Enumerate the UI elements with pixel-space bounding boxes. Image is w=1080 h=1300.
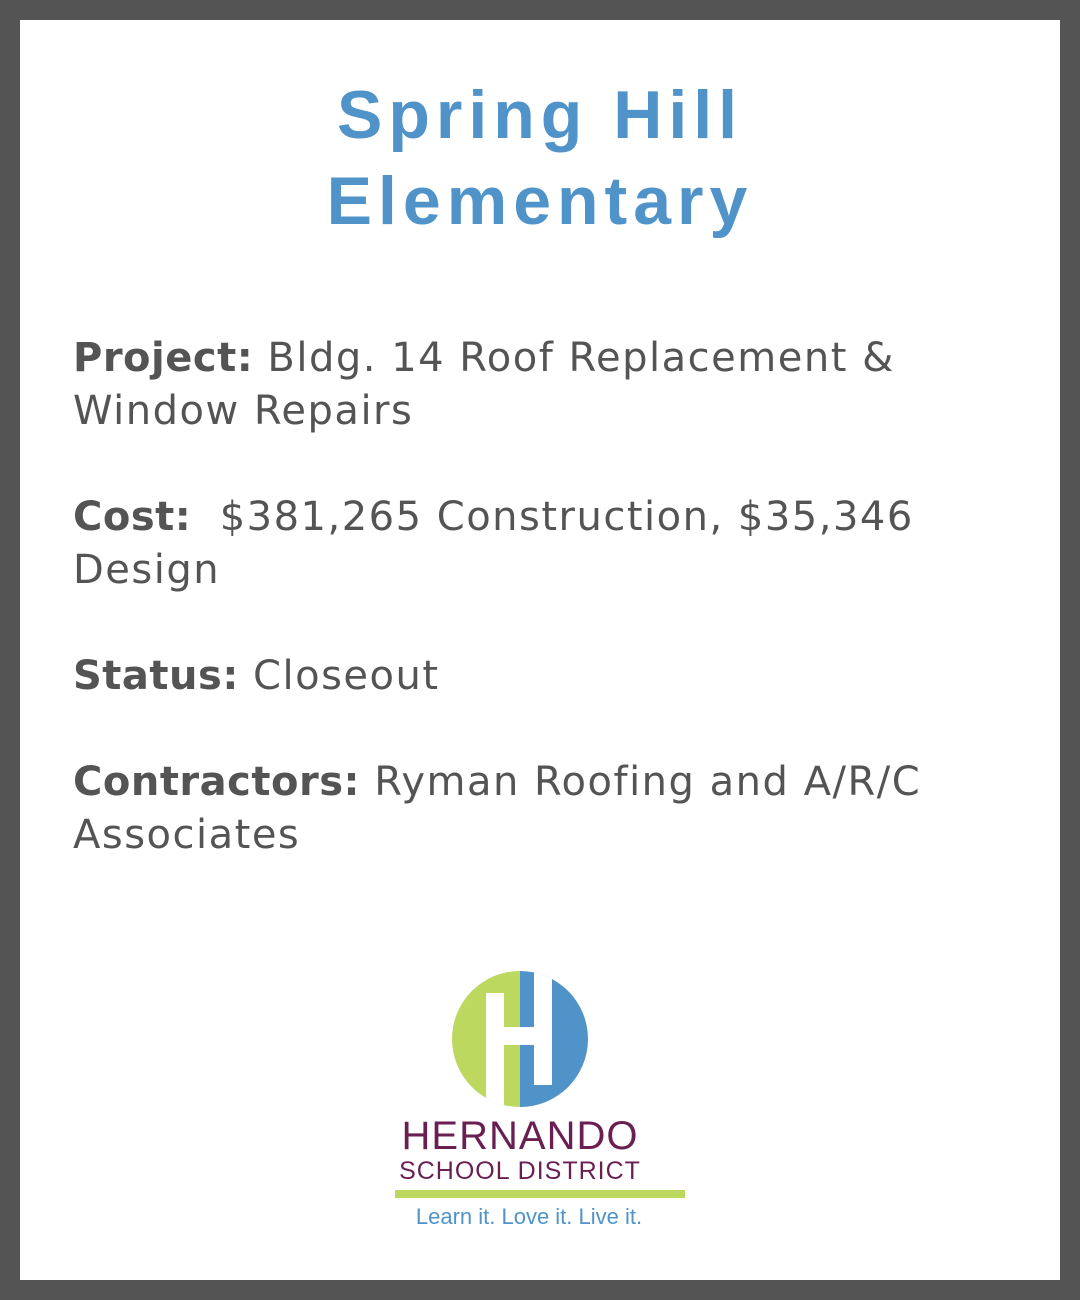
project-label: Project: <box>73 335 254 381</box>
status-label: Status: <box>73 653 239 699</box>
contractors-row <box>73 756 973 862</box>
status-value: Closeout <box>253 653 440 699</box>
status-row <box>73 650 973 703</box>
cost-label: Cost: <box>73 494 192 540</box>
project-details <box>73 332 973 862</box>
cost-row <box>73 491 973 597</box>
h-circle-logo-icon <box>452 971 588 1107</box>
project-value: Bldg. 14 Roof Replacement & Window Repairs <box>73 335 895 434</box>
logo-divider <box>395 1190 685 1198</box>
school-title-line-1: Spring Hill <box>337 77 743 153</box>
project-row <box>73 332 973 438</box>
school-title-line-2: Elementary <box>326 163 754 239</box>
district-tagline: Learn it. Love it. Live it. <box>415 1204 643 1229</box>
district-logo <box>370 968 670 1238</box>
school-title <box>0 72 1080 244</box>
contractors-value: Ryman Roofing and A/R/C Associates <box>73 759 922 858</box>
district-name: HERNANDO <box>401 1114 639 1158</box>
district-subtitle: SCHOOL DISTRICT <box>399 1157 641 1185</box>
contractors-label: Contractors: <box>73 759 360 805</box>
cost-value: $381,265 Construction, $35,346 Design <box>73 494 914 593</box>
